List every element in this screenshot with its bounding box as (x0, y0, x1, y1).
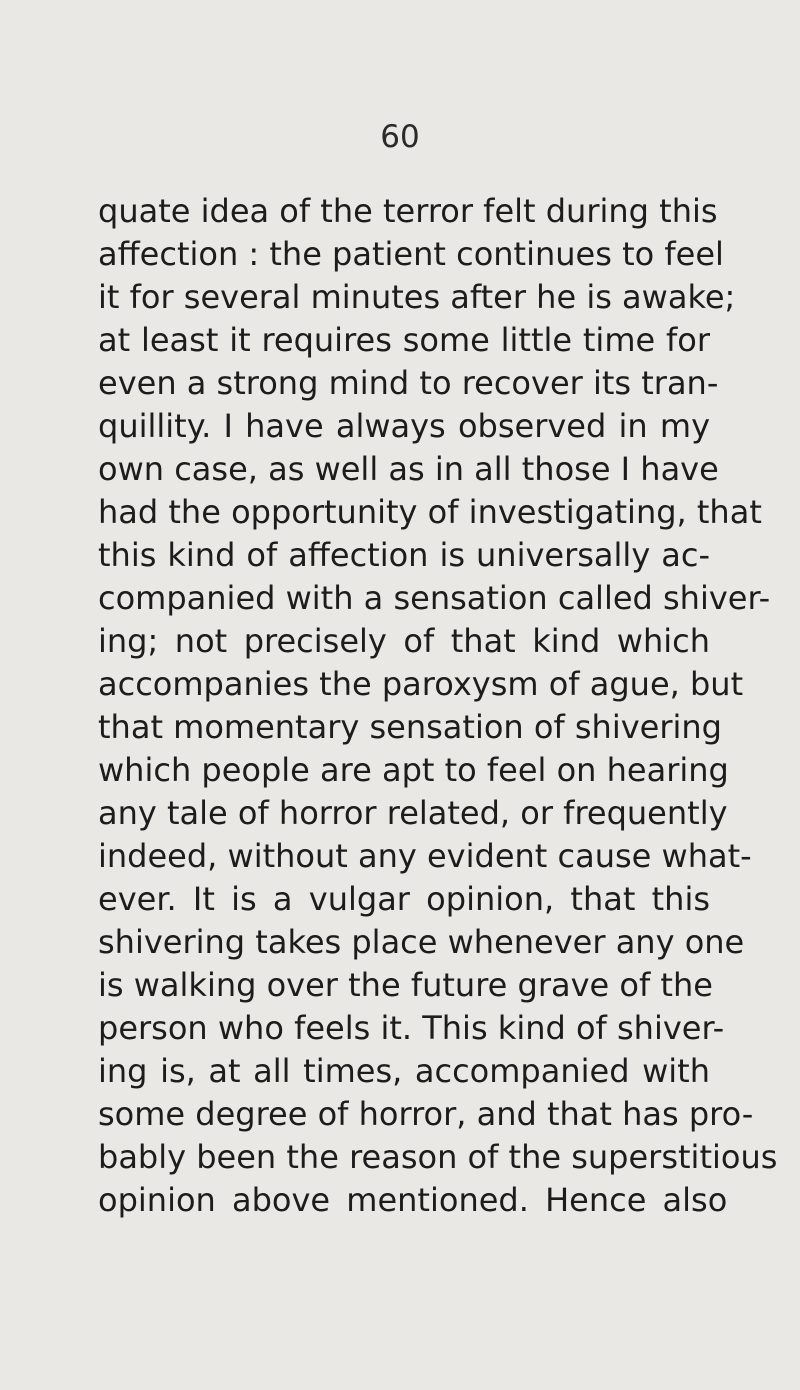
text-line: quate idea of the terror felt during this (98, 192, 718, 230)
text-line: opinion above mentioned. Hence also (98, 1181, 728, 1219)
text-line: ing; not precisely of that kind which (98, 622, 710, 660)
text-line: at least it requires some little time for (98, 321, 710, 359)
text-line: any tale of horror related, or frequently (98, 794, 728, 832)
body-text (98, 190, 778, 1222)
text-line: some degree of horror, and that has pro- (98, 1095, 754, 1133)
text-line: ever. It is a vulgar opinion, that this (98, 880, 710, 918)
text-line: accompanies the paroxysm of ague, but (98, 665, 744, 703)
text-line: that momentary sensation of shivering (98, 708, 722, 746)
text-line: it for several minutes after he is awake; (98, 278, 736, 316)
text-line: is walking over the future grave of the (98, 966, 713, 1004)
text-line: this kind of affection is universally ac- (98, 536, 710, 574)
text-line: indeed, without any evident cause what- (98, 837, 752, 875)
text-line: ing is, at all times, accompanied with (98, 1052, 710, 1090)
text-line: even a strong mind to recover its tran- (98, 364, 719, 402)
text-line: own case, as well as in all those I have (98, 450, 719, 488)
text-line: shivering takes place whenever any one (98, 923, 745, 961)
text-line: quillity. I have always observed in my (98, 407, 710, 445)
text-line: bably been the reason of the superstitious (98, 1138, 778, 1176)
page-number: 60 (380, 119, 420, 155)
text-line: affection : the patient continues to feel (98, 235, 724, 273)
text-line: companied with a sensation called shiver- (98, 579, 771, 617)
text-line: which people are apt to feel on hearing (98, 751, 729, 789)
text-line: person who feels it. This kind of shiver- (98, 1009, 725, 1047)
text-line: had the opportunity of investigating, that (98, 493, 762, 531)
